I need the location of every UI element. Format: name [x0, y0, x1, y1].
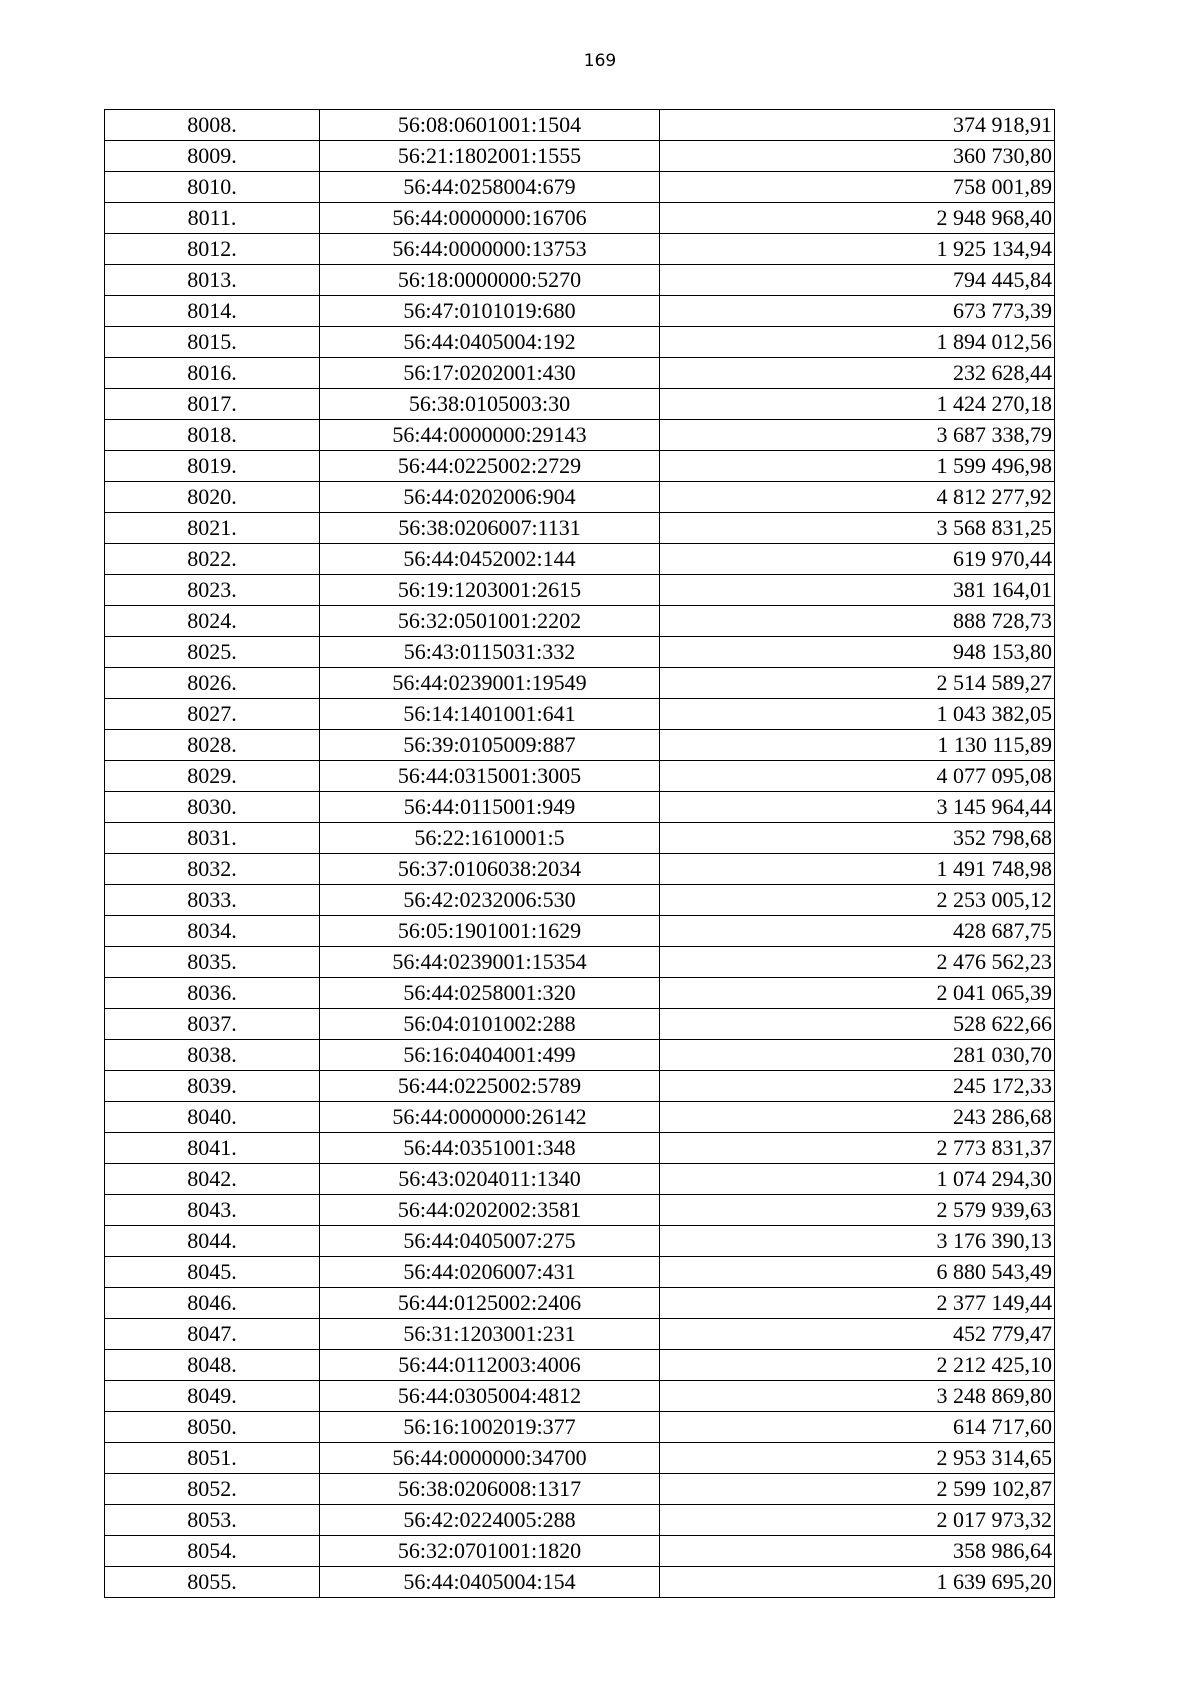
- row-number-cell: 8054.: [105, 1536, 320, 1567]
- cadastral-value-cell: 2 948 968,40: [660, 203, 1055, 234]
- table-row: [105, 1412, 1055, 1443]
- row-number-cell: 8035.: [105, 947, 320, 978]
- cadastral-number-cell: 56:18:0000000:5270: [320, 265, 660, 296]
- row-number-cell: 8055.: [105, 1567, 320, 1598]
- table-row: [105, 358, 1055, 389]
- cadastral-value-cell: 352 798,68: [660, 823, 1055, 854]
- cadastral-value-cell: 1 925 134,94: [660, 234, 1055, 265]
- table-row: [105, 1443, 1055, 1474]
- row-number-cell: 8050.: [105, 1412, 320, 1443]
- cadastral-number-cell: 56:22:1610001:5: [320, 823, 660, 854]
- table-row: [105, 823, 1055, 854]
- table-body: [105, 110, 1055, 1598]
- cadastral-number-cell: 56:43:0204011:1340: [320, 1164, 660, 1195]
- row-number-cell: 8017.: [105, 389, 320, 420]
- table-row: [105, 1040, 1055, 1071]
- row-number-cell: 8039.: [105, 1071, 320, 1102]
- row-number-cell: 8010.: [105, 172, 320, 203]
- table-row: [105, 265, 1055, 296]
- table-row: [105, 699, 1055, 730]
- table-row: [105, 1226, 1055, 1257]
- cadastral-value-cell: 758 001,89: [660, 172, 1055, 203]
- cadastral-number-cell: 56:44:0115001:949: [320, 792, 660, 823]
- cadastral-value-cell: 243 286,68: [660, 1102, 1055, 1133]
- row-number-cell: 8042.: [105, 1164, 320, 1195]
- cadastral-number-cell: 56:44:0000000:29143: [320, 420, 660, 451]
- row-number-cell: 8038.: [105, 1040, 320, 1071]
- row-number-cell: 8051.: [105, 1443, 320, 1474]
- cadastral-number-cell: 56:44:0258001:320: [320, 978, 660, 1009]
- cadastral-number-cell: 56:47:0101019:680: [320, 296, 660, 327]
- table-row: [105, 1536, 1055, 1567]
- cadastral-value-cell: 358 986,64: [660, 1536, 1055, 1567]
- cadastral-value-cell: 2 253 005,12: [660, 885, 1055, 916]
- table-row: [105, 1071, 1055, 1102]
- cadastral-number-cell: 56:44:0258004:679: [320, 172, 660, 203]
- cadastral-value-cell: 2 514 589,27: [660, 668, 1055, 699]
- table-row: [105, 978, 1055, 1009]
- table-row: [105, 1133, 1055, 1164]
- cadastral-value-cell: 4 812 277,92: [660, 482, 1055, 513]
- cadastral-number-cell: 56:42:0232006:530: [320, 885, 660, 916]
- table-row: [105, 234, 1055, 265]
- table-row: [105, 203, 1055, 234]
- row-number-cell: 8019.: [105, 451, 320, 482]
- row-number-cell: 8011.: [105, 203, 320, 234]
- table-row: [105, 885, 1055, 916]
- cadastral-value-cell: 3 176 390,13: [660, 1226, 1055, 1257]
- cadastral-number-cell: 56:42:0224005:288: [320, 1505, 660, 1536]
- table-row: [105, 482, 1055, 513]
- row-number-cell: 8022.: [105, 544, 320, 575]
- cadastral-number-cell: 56:44:0225002:2729: [320, 451, 660, 482]
- cadastral-value-cell: 948 153,80: [660, 637, 1055, 668]
- row-number-cell: 8013.: [105, 265, 320, 296]
- row-number-cell: 8015.: [105, 327, 320, 358]
- cadastral-value-cell: 2 377 149,44: [660, 1288, 1055, 1319]
- cadastral-number-cell: 56:44:0405007:275: [320, 1226, 660, 1257]
- table-row: [105, 544, 1055, 575]
- table-row: [105, 141, 1055, 172]
- cadastral-number-cell: 56:44:0351001:348: [320, 1133, 660, 1164]
- cadastral-value-cell: 1 424 270,18: [660, 389, 1055, 420]
- cadastral-number-cell: 56:21:1802001:1555: [320, 141, 660, 172]
- cadastral-value-cell: 360 730,80: [660, 141, 1055, 172]
- cadastral-value-cell: 245 172,33: [660, 1071, 1055, 1102]
- cadastral-value-cell: 614 717,60: [660, 1412, 1055, 1443]
- cadastral-value-cell: 428 687,75: [660, 916, 1055, 947]
- row-number-cell: 8053.: [105, 1505, 320, 1536]
- row-number-cell: 8012.: [105, 234, 320, 265]
- table-row: [105, 1319, 1055, 1350]
- table-row: [105, 730, 1055, 761]
- cadastral-number-cell: 56:44:0206007:431: [320, 1257, 660, 1288]
- table-row: [105, 1474, 1055, 1505]
- table-row: [105, 947, 1055, 978]
- cadastral-number-cell: 56:44:0305004:4812: [320, 1381, 660, 1412]
- table-row: [105, 606, 1055, 637]
- cadastral-value-cell: 2 599 102,87: [660, 1474, 1055, 1505]
- row-number-cell: 8046.: [105, 1288, 320, 1319]
- cadastral-number-cell: 56:38:0105003:30: [320, 389, 660, 420]
- cadastral-value-cell: 3 568 831,25: [660, 513, 1055, 544]
- table-row: [105, 792, 1055, 823]
- cadastral-number-cell: 56:44:0452002:144: [320, 544, 660, 575]
- table-row: [105, 172, 1055, 203]
- table-row: [105, 1567, 1055, 1598]
- row-number-cell: 8045.: [105, 1257, 320, 1288]
- cadastral-value-cell: 1 894 012,56: [660, 327, 1055, 358]
- row-number-cell: 8025.: [105, 637, 320, 668]
- cadastral-number-cell: 56:17:0202001:430: [320, 358, 660, 389]
- cadastral-value-cell: 2 212 425,10: [660, 1350, 1055, 1381]
- cadastral-value-cell: 281 030,70: [660, 1040, 1055, 1071]
- cadastral-number-cell: 56:32:0501001:2202: [320, 606, 660, 637]
- table-row: [105, 296, 1055, 327]
- table-row: [105, 451, 1055, 482]
- cadastral-value-cell: 619 970,44: [660, 544, 1055, 575]
- cadastral-number-cell: 56:31:1203001:231: [320, 1319, 660, 1350]
- row-number-cell: 8041.: [105, 1133, 320, 1164]
- cadastral-number-cell: 56:44:0239001:19549: [320, 668, 660, 699]
- cadastral-value-cell: 452 779,47: [660, 1319, 1055, 1350]
- cadastral-number-cell: 56:19:1203001:2615: [320, 575, 660, 606]
- cadastral-value-cell: 1 639 695,20: [660, 1567, 1055, 1598]
- cadastral-value-cell: 1 599 496,98: [660, 451, 1055, 482]
- cadastral-number-cell: 56:14:1401001:641: [320, 699, 660, 730]
- row-number-cell: 8048.: [105, 1350, 320, 1381]
- cadastral-value-cell: 6 880 543,49: [660, 1257, 1055, 1288]
- cadastral-value-cell: 381 164,01: [660, 575, 1055, 606]
- row-number-cell: 8030.: [105, 792, 320, 823]
- table-row: [105, 637, 1055, 668]
- cadastral-number-cell: 56:44:0239001:15354: [320, 947, 660, 978]
- table-row: [105, 1257, 1055, 1288]
- row-number-cell: 8043.: [105, 1195, 320, 1226]
- cadastral-value-cell: 2 773 831,37: [660, 1133, 1055, 1164]
- table-row: [105, 110, 1055, 141]
- cadastral-value-cell: 1 043 382,05: [660, 699, 1055, 730]
- row-number-cell: 8028.: [105, 730, 320, 761]
- table-row: [105, 1288, 1055, 1319]
- row-number-cell: 8032.: [105, 854, 320, 885]
- row-number-cell: 8009.: [105, 141, 320, 172]
- cadastral-value-cell: 2 953 314,65: [660, 1443, 1055, 1474]
- table-row: [105, 761, 1055, 792]
- cadastral-value-cell: 1 491 748,98: [660, 854, 1055, 885]
- cadastral-number-cell: 56:05:1901001:1629: [320, 916, 660, 947]
- row-number-cell: 8023.: [105, 575, 320, 606]
- cadastral-value-cell: 888 728,73: [660, 606, 1055, 637]
- cadastral-number-cell: 56:43:0115031:332: [320, 637, 660, 668]
- row-number-cell: 8052.: [105, 1474, 320, 1505]
- cadastral-value-cell: 1 074 294,30: [660, 1164, 1055, 1195]
- table-row: [105, 854, 1055, 885]
- cadastral-number-cell: 56:08:0601001:1504: [320, 110, 660, 141]
- table-row: [105, 1381, 1055, 1412]
- cadastral-number-cell: 56:44:0112003:4006: [320, 1350, 660, 1381]
- table-row: [105, 513, 1055, 544]
- table-row: [105, 1505, 1055, 1536]
- cadastral-value-cell: 794 445,84: [660, 265, 1055, 296]
- cadastral-number-cell: 56:44:0202006:904: [320, 482, 660, 513]
- row-number-cell: 8027.: [105, 699, 320, 730]
- table-row: [105, 575, 1055, 606]
- table-row: [105, 420, 1055, 451]
- row-number-cell: 8014.: [105, 296, 320, 327]
- table-row: [105, 668, 1055, 699]
- cadastral-number-cell: 56:38:0206008:1317: [320, 1474, 660, 1505]
- cadastral-number-cell: 56:44:0000000:16706: [320, 203, 660, 234]
- cadastral-value-table: [104, 109, 1055, 1598]
- row-number-cell: 8016.: [105, 358, 320, 389]
- cadastral-number-cell: 56:44:0000000:13753: [320, 234, 660, 265]
- cadastral-number-cell: 56:44:0000000:26142: [320, 1102, 660, 1133]
- cadastral-number-cell: 56:44:0405004:154: [320, 1567, 660, 1598]
- cadastral-number-cell: 56:32:0701001:1820: [320, 1536, 660, 1567]
- cadastral-number-cell: 56:44:0315001:3005: [320, 761, 660, 792]
- table-row: [105, 1350, 1055, 1381]
- cadastral-number-cell: 56:44:0125002:2406: [320, 1288, 660, 1319]
- row-number-cell: 8047.: [105, 1319, 320, 1350]
- cadastral-value-cell: 1 130 115,89: [660, 730, 1055, 761]
- cadastral-number-cell: 56:16:0404001:499: [320, 1040, 660, 1071]
- cadastral-number-cell: 56:44:0405004:192: [320, 327, 660, 358]
- row-number-cell: 8031.: [105, 823, 320, 854]
- row-number-cell: 8033.: [105, 885, 320, 916]
- row-number-cell: 8034.: [105, 916, 320, 947]
- table-row: [105, 1164, 1055, 1195]
- cadastral-value-cell: 4 077 095,08: [660, 761, 1055, 792]
- cadastral-number-cell: 56:44:0000000:34700: [320, 1443, 660, 1474]
- row-number-cell: 8024.: [105, 606, 320, 637]
- row-number-cell: 8018.: [105, 420, 320, 451]
- table-row: [105, 327, 1055, 358]
- cadastral-value-cell: 2 476 562,23: [660, 947, 1055, 978]
- row-number-cell: 8021.: [105, 513, 320, 544]
- cadastral-number-cell: 56:39:0105009:887: [320, 730, 660, 761]
- page-number: 169: [583, 51, 617, 71]
- row-number-cell: 8037.: [105, 1009, 320, 1040]
- cadastral-value-cell: 3 145 964,44: [660, 792, 1055, 823]
- cadastral-value-cell: 673 773,39: [660, 296, 1055, 327]
- row-number-cell: 8040.: [105, 1102, 320, 1133]
- cadastral-value-cell: 2 579 939,63: [660, 1195, 1055, 1226]
- row-number-cell: 8049.: [105, 1381, 320, 1412]
- cadastral-value-cell: 528 622,66: [660, 1009, 1055, 1040]
- row-number-cell: 8026.: [105, 668, 320, 699]
- cadastral-value-cell: 2 017 973,32: [660, 1505, 1055, 1536]
- cadastral-number-cell: 56:44:0225002:5789: [320, 1071, 660, 1102]
- cadastral-value-cell: 374 918,91: [660, 110, 1055, 141]
- cadastral-value-cell: 232 628,44: [660, 358, 1055, 389]
- cadastral-number-cell: 56:44:0202002:3581: [320, 1195, 660, 1226]
- cadastral-number-cell: 56:38:0206007:1131: [320, 513, 660, 544]
- cadastral-value-cell: 3 687 338,79: [660, 420, 1055, 451]
- row-number-cell: 8029.: [105, 761, 320, 792]
- table-row: [105, 1102, 1055, 1133]
- row-number-cell: 8036.: [105, 978, 320, 1009]
- cadastral-value-cell: 2 041 065,39: [660, 978, 1055, 1009]
- table-row: [105, 1195, 1055, 1226]
- cadastral-number-cell: 56:37:0106038:2034: [320, 854, 660, 885]
- row-number-cell: 8044.: [105, 1226, 320, 1257]
- table-row: [105, 1009, 1055, 1040]
- row-number-cell: 8008.: [105, 110, 320, 141]
- cadastral-number-cell: 56:04:0101002:288: [320, 1009, 660, 1040]
- cadastral-value-cell: 3 248 869,80: [660, 1381, 1055, 1412]
- cadastral-number-cell: 56:16:1002019:377: [320, 1412, 660, 1443]
- row-number-cell: 8020.: [105, 482, 320, 513]
- table-row: [105, 389, 1055, 420]
- table-row: [105, 916, 1055, 947]
